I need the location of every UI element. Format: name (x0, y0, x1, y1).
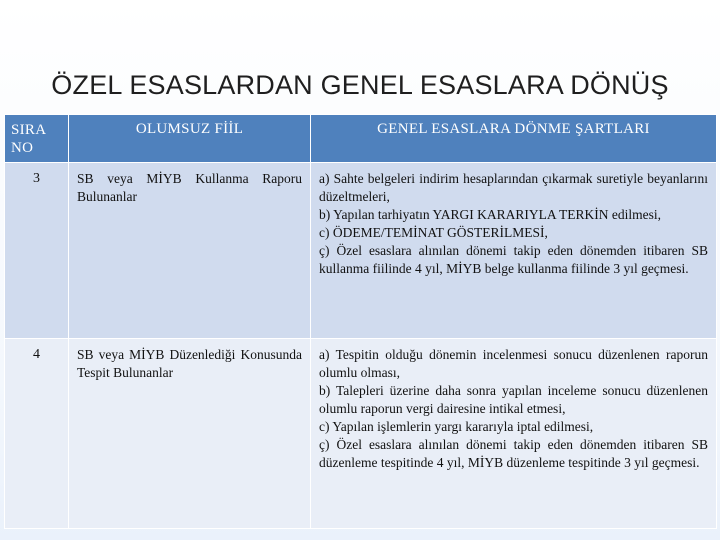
condition-item: ç) Özel esaslara alınılan dönemi takip eden dönemden itibaren SB kullanma fiilinde 4 yıl, MİYB belge kullanma fiilinde 3 yıl geçmesi. (319, 243, 708, 276)
condition-item: c) ÖDEME/TEMİNAT GÖSTERİLMESİ, (319, 225, 548, 240)
row-sartlar (311, 339, 717, 529)
slide-title: ÖZEL ESASLARDAN GENEL ESASLARA DÖNÜŞ (51, 70, 669, 100)
table-row (5, 339, 717, 529)
row-number: 3 (5, 163, 69, 339)
row-number: 4 (5, 339, 69, 529)
row-fiil: SB veya MİYB Düzenlediği Konusunda Tespit Bulunanlar (69, 339, 311, 529)
condition-item: c) Yapılan işlemlerin yargı kararıyla iptal edilmesi, (319, 419, 594, 434)
conditions-table (4, 114, 717, 529)
row-fiil: SB veya MİYB Kullanma Raporu Bulunanlar (69, 163, 311, 339)
condition-item: ç) Özel esaslara alınılan dönemi takip eden dönemden itibaren SB düzenleme tespitinde 4 yıl, MİYB düzenleme tespitinde 3 yıl geçmesi. (319, 437, 708, 470)
row-sartlar (311, 163, 717, 339)
condition-item: b) Talepleri üzerine daha sonra yapılan inceleme sonucu düzenlenen olumlu raporun vergi dairesine intikal etmesi, (319, 383, 708, 416)
condition-item: a) Tespitin olduğu dönemin incelenmesi sonucu düzenlenen raporun olumlu olması, (319, 347, 708, 380)
condition-item: b) Yapılan tarhiyatın YARGI KARARIYLA TERKİN edilmesi, (319, 207, 661, 222)
header-donme-sartlari: GENEL ESASLARA DÖNME ŞARTLARI (311, 115, 717, 163)
condition-item: a) Sahte belgeleri indirim hesaplarından çıkarmak suretiyle beyanlarını düzeltmeleri, (319, 171, 708, 204)
header-sira-no: SIRA NO (5, 115, 69, 163)
table-row (5, 163, 717, 339)
header-olumsuz-fiil: OLUMSUZ FİİL (69, 115, 311, 163)
table-header-row (5, 115, 717, 163)
